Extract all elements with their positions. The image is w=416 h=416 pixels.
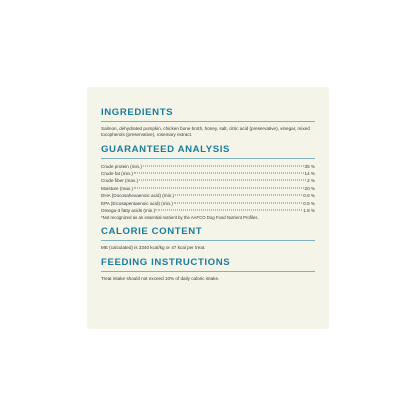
dot-leader xyxy=(175,195,302,196)
dot-leader xyxy=(139,180,306,181)
calorie-heading: CALORIE CONTENT xyxy=(101,226,203,238)
dot-leader xyxy=(158,210,302,211)
analysis-value: 35 % xyxy=(304,163,315,169)
analysis-label: DHA (Docosahexaenoic acid) (min.) xyxy=(101,193,175,199)
analysis-value: 20 % xyxy=(304,185,315,191)
analysis-label: Crude fiber (max.) xyxy=(101,178,139,184)
nutrition-panel xyxy=(87,87,329,329)
ingredients-rule xyxy=(101,121,315,122)
analysis-value: 0.6 % xyxy=(303,193,315,199)
analysis-row xyxy=(101,170,315,177)
calorie-section xyxy=(101,226,315,251)
analysis-label: Moisture (max.) xyxy=(101,185,133,191)
analysis-label: Crude fat (min.) xyxy=(101,171,133,176)
analysis-heading: GUARANTEED ANALYSIS xyxy=(101,143,231,155)
analysis-rule xyxy=(101,158,315,159)
feeding-section xyxy=(101,257,315,282)
analysis-row xyxy=(101,185,315,192)
analysis-value: 1.8 % xyxy=(303,208,315,214)
feeding-text: Treat intake should not exceed 10% of daily caloric intake. xyxy=(101,275,220,281)
analysis-footnote: *Not recognized as an essential nutrient by the AAFCO Dog Food Nutrient Profiles. xyxy=(101,215,259,221)
analysis-label: Crude protein (min.) xyxy=(101,163,142,169)
analysis-row xyxy=(101,192,315,199)
dot-leader xyxy=(134,173,304,174)
feeding-rule xyxy=(101,271,315,272)
analysis-value: 14 % xyxy=(304,171,315,176)
analysis-row xyxy=(101,207,315,214)
analysis-row xyxy=(101,200,315,207)
analysis-section xyxy=(101,144,315,222)
feeding-heading: FEEDING INSTRUCTIONS xyxy=(101,256,231,268)
analysis-label: Omega-3 fatty acids (min.)* xyxy=(101,208,157,214)
analysis-value: 2 % xyxy=(307,178,315,184)
analysis-label: EPA (Eicosapentaenoic acid) (min.) xyxy=(101,200,173,206)
ingredients-heading: INGREDIENTS xyxy=(101,107,174,118)
dot-leader xyxy=(143,165,304,166)
ingredients-text: Salmon, dehydrated pumpkin, chicken bone broth, honey, salt, citric acid (preservative), vinegar, mixed tocopherols (preservative), rosemary extract. xyxy=(101,126,310,138)
calorie-text: ME (calculated) is 3340 kcal/kg or 47 kcal per treat. xyxy=(101,245,206,251)
dot-leader xyxy=(134,187,304,188)
analysis-row xyxy=(101,177,315,184)
dot-leader xyxy=(174,202,302,203)
analysis-value: 0.5 % xyxy=(303,200,315,206)
analysis-row xyxy=(101,163,315,170)
calorie-rule xyxy=(101,240,315,241)
ingredients-section xyxy=(101,107,315,139)
analysis-table xyxy=(101,163,315,215)
